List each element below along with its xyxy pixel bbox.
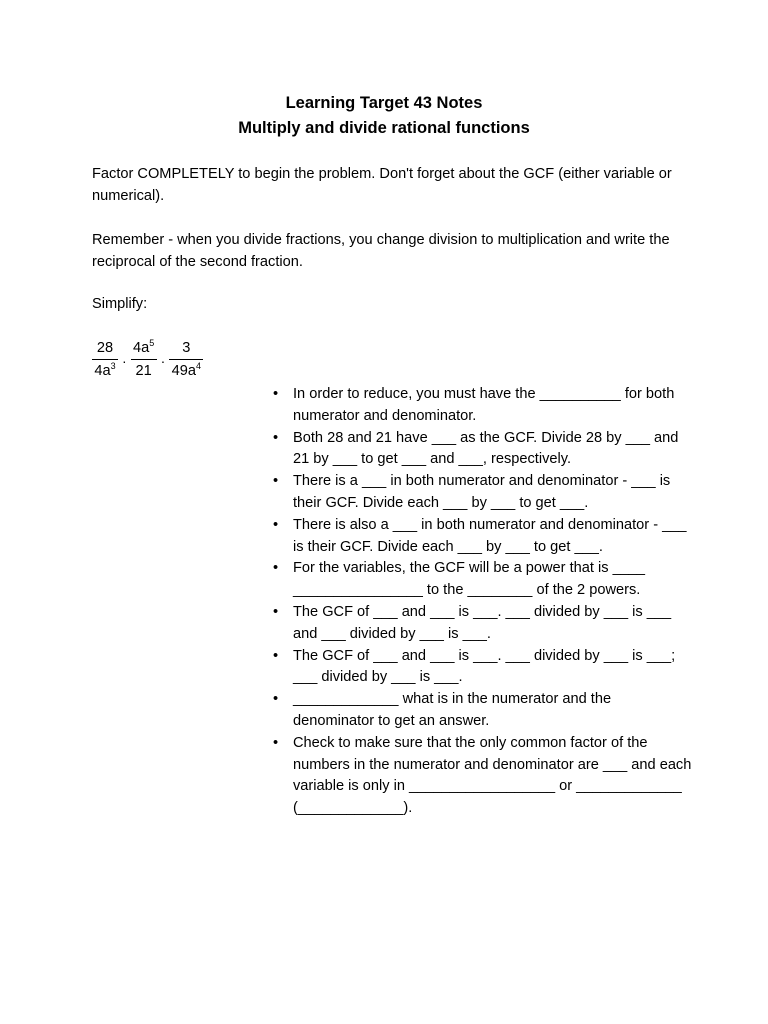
factor-instruction: Factor COMPLETELY to begin the problem. Don't forget about the GCF (either variable or numerical). — [92, 166, 672, 204]
steps-list — [293, 384, 693, 820]
fraction-2 — [131, 339, 157, 381]
multiply-operator: · — [122, 353, 127, 369]
fraction-1-denominator: $4a^3$ — [94, 361, 116, 379]
list-item: • There is also a ___ in both numerator and denominator - ___ is their GCF. Divide each ___ by ___ to get ___. — [293, 515, 693, 559]
fraction-1 — [92, 339, 118, 381]
page-subtitle: Multiply and divide rational functions — [238, 119, 530, 137]
fraction-2-numerator: $4a^5$ — [131, 339, 157, 360]
fraction-1-numerator: 28 — [92, 339, 118, 360]
fraction-2-denominator: 21 — [135, 363, 152, 379]
fraction-3-numerator: 3 — [169, 339, 203, 360]
fraction-3-denominator: $49a^4$ — [171, 361, 202, 379]
list-item: • The GCF of ___ and ___ is ___. ___ divided by ___ is ___; ___ divided by ___ is ___. — [293, 646, 693, 690]
page-title: Learning Target 43 Notes — [285, 94, 483, 112]
list-item: • In order to reduce, you must have the __________ for both numerator and denominator. — [293, 384, 693, 428]
list-item: • There is a ___ in both numerator and denominator - ___ is their GCF. Divide each ___ by ___ to get ___. — [293, 471, 693, 515]
simplify-label: Simplify: — [92, 296, 148, 312]
list-item: • Both 28 and 21 have ___ as the GCF. Divide 28 by ___ and 21 by ___ to get ___ and ___, respectively. — [293, 428, 693, 472]
multiply-operator: · — [160, 353, 166, 369]
fraction-3 — [169, 339, 203, 381]
list-item: • The GCF of ___ and ___ is ___. ___ divided by ___ is ___ and ___ divided by ___ is ___. — [293, 602, 693, 646]
remember-instruction: Remember - when you divide fractions, you change division to multiplication and write the reciprocal of the second fraction. — [92, 232, 670, 270]
list-item: • For the variables, the GCF will be a power that is ____ ________________ to the ________ of the 2 powers. — [293, 558, 693, 602]
list-item: • _____________ what is in the numerator and the denominator to get an answer. — [293, 689, 693, 733]
rational-expression — [92, 339, 203, 381]
list-item: • Check to make sure that the only common factor of the numbers in the numerator and denominator are ___ and each variable is only in __________________ or _____________ (_____________). — [293, 733, 693, 820]
